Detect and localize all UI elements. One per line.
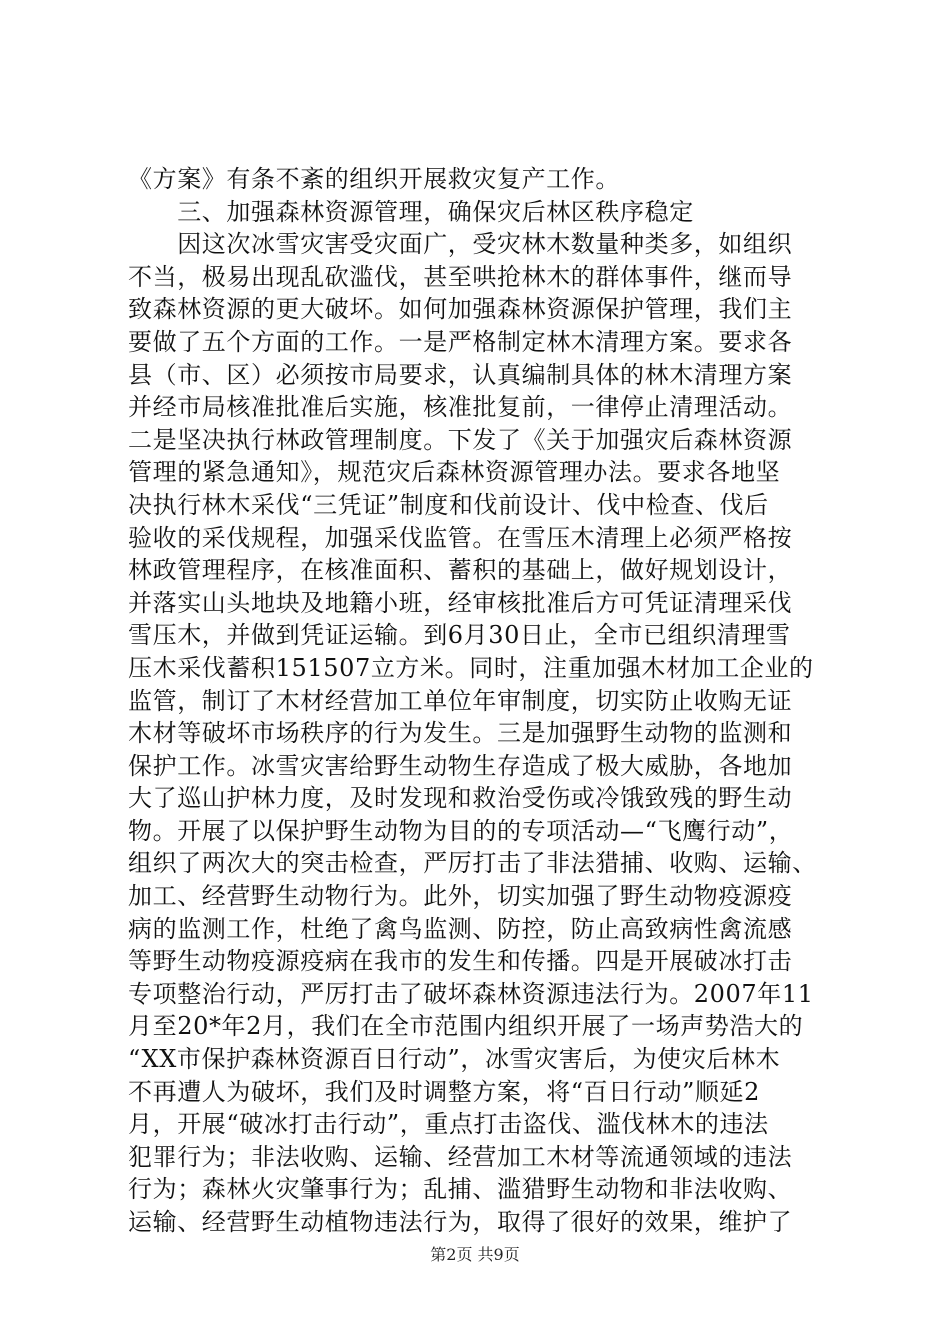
text-line: 雪压木，并做到凭证运输。到6月30日止，全市已组织清理雪 xyxy=(128,621,791,650)
text-line: 月至20*年2月，我们在全市范围内组织开展了一场声势浩大的 xyxy=(128,1012,804,1041)
text-line: 决执行林木采伐“三凭证”制度和伐前设计、伐中检查、伐后 xyxy=(128,490,769,519)
text-line: 三、加强森林资源管理，确保灾后林区秩序稳定 xyxy=(128,197,694,226)
text-line: 并落实山头地块及地籍小班，经审核批准后方可凭证清理采伐 xyxy=(128,588,793,617)
text-line: 《方案》有条不紊的组织开展救灾复产工作。 xyxy=(128,165,620,193)
text-line: 并经市局核准批准后实施，核准批复前，一律停止清理活动。 xyxy=(128,393,793,422)
text-line: 加工、经营野生动物行为。此外，切实加强了野生动物疫源疫 xyxy=(128,882,793,911)
text-line: 致森林资源的更大破坏。如何加强森林资源保护管理，我们主 xyxy=(128,295,793,324)
text-line: 不再遭人为破坏，我们及时调整方案，将“百日行动”顺延2 xyxy=(128,1077,761,1106)
text-line: 月，开展“破冰打击行动”，重点打击盗伐、滥伐林木的违法 xyxy=(128,1110,769,1139)
text-line: 犯罪行为；非法收购、运输、经营加工木材等流通领域的违法 xyxy=(128,1142,793,1171)
text-line: 等野生动物疫源疫病在我市的发生和传播。四是开展破冰打击 xyxy=(128,947,793,976)
text-line: 二是坚决执行林政管理制度。下发了《关于加强灾后森林资源 xyxy=(128,425,793,454)
text-line: 县（市、区）必须按市局要求，认真编制具体的林木清理方案 xyxy=(128,360,793,389)
text-line: 要做了五个方面的工作。一是严格制定林木清理方案。要求各 xyxy=(128,327,793,356)
text-line: 大了巡山护林力度，及时发现和救治受伤或冷饿致残的野生动 xyxy=(128,784,793,813)
text-line: 运输、经营野生动植物违法行为，取得了很好的效果，维护了 xyxy=(128,1208,793,1236)
document-body xyxy=(128,163,828,1239)
text-line: 管理的紧急通知》，规范灾后森林资源管理办法。要求各地坚 xyxy=(128,458,781,487)
page-footer: 第2页 共9页 xyxy=(430,1245,520,1264)
text-line: 压木采伐蓄积151507立方米。同时，注重加强木材加工企业的 xyxy=(128,653,814,682)
text-line: 因这次冰雪灾害受灾面广，受灾林木数量种类多，如组织 xyxy=(128,230,793,259)
text-line: 物。开展了以保护野生动物为目的的专项活动—“飞鹰行动”， xyxy=(128,816,794,845)
text-line: 病的监测工作，杜绝了禽鸟监测、防控，防止高致病性禽流感 xyxy=(128,914,793,943)
text-line: 行为；森林火灾肇事行为；乱捕、滥猎野生动物和非法收购、 xyxy=(128,1175,793,1204)
text-line: 不当，极易出现乱砍滥伐，甚至哄抢林木的群体事件，继而导 xyxy=(128,262,793,291)
text-line: 林政管理程序，在核准面积、蓄积的基础上，做好规划设计， xyxy=(128,556,793,585)
text-line: 木材等破坏市场秩序的行为发生。三是加强野生动物的监测和 xyxy=(128,719,793,748)
text-line: 组织了两次大的突击检查，严厉打击了非法猎捕、收购、运输、 xyxy=(128,849,817,878)
text-line: 专项整治行动，严厉打击了破坏森林资源违法行为。2007年11 xyxy=(128,979,814,1008)
text-line: 保护工作。冰雪灾害给野生动物生存造成了极大威胁，各地加 xyxy=(128,751,793,780)
text-line: “XX市保护森林资源百日行动”，冰雪灾害后，为使灾后林木 xyxy=(128,1045,781,1074)
text-line: 验收的采伐规程，加强采伐监管。在雪压木清理上必须严格按 xyxy=(128,523,793,552)
text-line: 监管，制订了木材经营加工单位年审制度，切实防止收购无证 xyxy=(128,686,793,715)
